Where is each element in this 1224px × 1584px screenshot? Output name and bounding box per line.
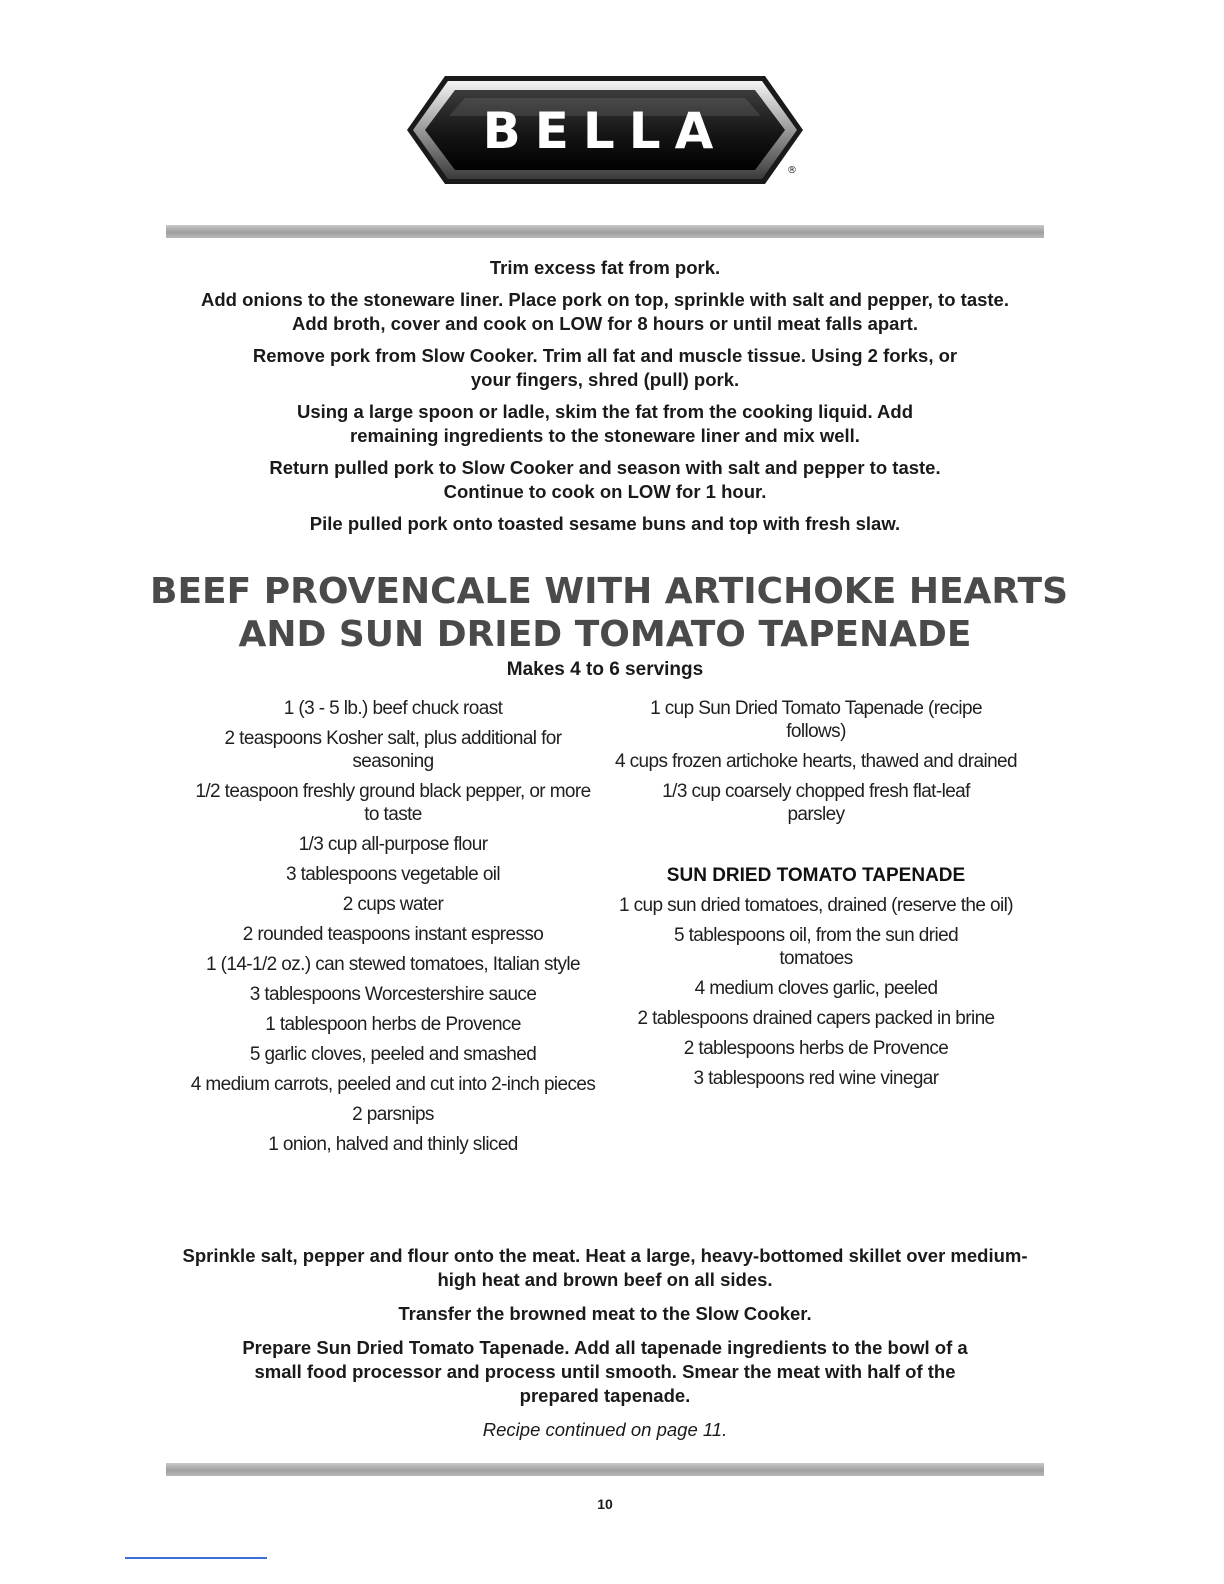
ingredient-item: 3 tablespoons vegetable oil xyxy=(285,864,501,885)
servings-note: Makes 4 to 6 servings xyxy=(506,659,704,680)
instruction-step: Prepare Sun Dried Tomato Tapenade. Add all tapenade ingredients to the bowl of a small food processor and process until smooth. Smear the meat with half of the prepared tapenade. xyxy=(242,1337,968,1406)
tapenade-ingredient: 3 tablespoons red wine vinegar xyxy=(693,1068,939,1089)
bella-logo xyxy=(405,68,805,192)
instruction-step: Trim excess fat from pork. xyxy=(489,257,721,278)
continued-note: Recipe continued on page 11. xyxy=(482,1419,728,1440)
ingredient-item: 5 garlic cloves, peeled and smashed xyxy=(249,1044,537,1065)
instruction-step: Sprinkle salt, pepper and flour onto the meat. Heat a large, heavy-bottomed skillet over medium-high heat and brown beef on all sides. xyxy=(182,1245,1028,1290)
svg-text:BELLA: BELLA xyxy=(482,102,728,160)
ingredient-item: 4 medium carrots, peeled and cut into 2-inch pieces xyxy=(190,1074,596,1095)
beef-instructions xyxy=(180,1244,1030,1452)
recipe-title-line: AND SUN DRIED TOMATO TAPENADE xyxy=(238,614,972,655)
instruction-step: Using a large spoon or ladle, skim the fat from the cooking liquid. Add remaining ingredients to the stoneware liner and mix well. xyxy=(296,401,914,446)
ingredient-item: 2 rounded teaspoons instant espresso xyxy=(242,924,544,945)
ingredient-item: 1/2 teaspoon freshly ground black pepper, or more to taste xyxy=(195,781,591,825)
tapenade-ingredient: 4 medium cloves garlic, peeled xyxy=(694,978,938,999)
tapenade-ingredient: 2 tablespoons herbs de Provence xyxy=(683,1038,949,1059)
recipe-title xyxy=(150,570,1068,656)
tapenade-ingredient: 5 tablespoons oil, from the sun dried tomatoes xyxy=(673,925,959,969)
ingredient-item: 2 parsnips xyxy=(352,1104,434,1125)
ingredient-item: 1/3 cup coarsely chopped fresh flat-leaf parsley xyxy=(662,781,970,825)
top-divider xyxy=(166,225,1044,238)
ingredients-left-column xyxy=(186,697,600,1163)
ingredients-right-column xyxy=(612,697,1020,1097)
tapenade-ingredient: 2 tablespoons drained capers packed in brine xyxy=(637,1008,995,1029)
ingredient-item: 1 tablespoon herbs de Provence xyxy=(265,1014,521,1035)
ingredient-item: 1 (14-1/2 oz.) can stewed tomatoes, Italian style xyxy=(205,954,581,975)
ingredient-item: 3 tablespoons Worcestershire sauce xyxy=(249,984,537,1005)
instruction-step: Add onions to the stoneware liner. Place pork on top, sprinkle with salt and pepper, to taste. Add broth, cover and cook on LOW for 8 hours or until meat falls apart. xyxy=(201,289,1009,334)
tapenade-ingredient: 1 cup sun dried tomatoes, drained (reserve the oil) xyxy=(619,895,1013,916)
ingredient-item: 1 onion, halved and thinly sliced xyxy=(268,1134,518,1155)
footer-link-underline xyxy=(125,1557,267,1559)
recipe-title-line: BEEF PROVENCALE WITH ARTICHOKE HEARTS xyxy=(150,571,1068,612)
pulled-pork-instructions xyxy=(180,256,1030,544)
ingredient-item: 4 cups frozen artichoke hearts, thawed and drained xyxy=(615,751,1017,772)
page-number: 10 xyxy=(597,1496,613,1512)
instruction-step: Pile pulled pork onto toasted sesame buns and top with fresh slaw. xyxy=(309,513,901,534)
instruction-step: Remove pork from Slow Cooker. Trim all fat and muscle tissue. Using 2 forks, or your fingers, shred (pull) pork. xyxy=(252,345,958,390)
svg-text:®: ® xyxy=(787,165,797,176)
ingredient-item: 2 cups water xyxy=(342,894,444,915)
ingredient-item: 2 teaspoons Kosher salt, plus additional for seasoning xyxy=(224,728,562,772)
tapenade-heading: SUN DRIED TOMATO TAPENADE xyxy=(666,865,966,886)
instruction-step: Return pulled pork to Slow Cooker and season with salt and pepper to taste. Continue to cook on LOW for 1 hour. xyxy=(269,457,941,502)
ingredient-item: 1 cup Sun Dried Tomato Tapenade (recipe follows) xyxy=(650,698,982,742)
bottom-divider xyxy=(166,1463,1044,1476)
instruction-step: Transfer the browned meat to the Slow Cooker. xyxy=(398,1303,812,1324)
ingredient-item: 1/3 cup all-purpose flour xyxy=(298,834,488,855)
ingredient-item: 1 (3 - 5 lb.) beef chuck roast xyxy=(283,698,503,719)
